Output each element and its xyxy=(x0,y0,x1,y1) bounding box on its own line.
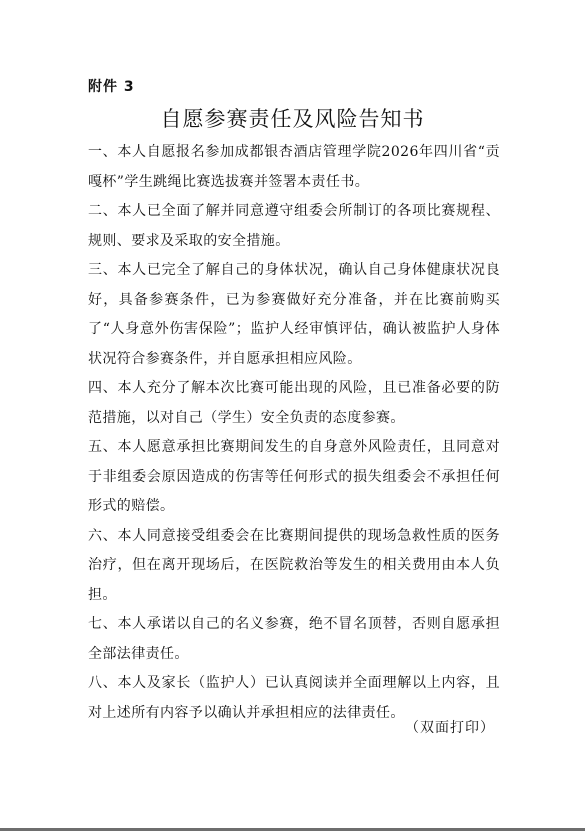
print-note: （双面打印） xyxy=(405,720,495,736)
paragraph-1: 一、本人自愿报名参加成都银杏酒店管理学院2026年四川省“贡嘎杯”学生跳绳比赛选拔赛并签署本责任书。 xyxy=(88,144,500,190)
paragraph-2: 二、本人已全面了解并同意遵守组委会所制订的各项比赛规程、规则、要求及采取的安全措施。 xyxy=(88,203,500,249)
paragraph-4: 四、本人充分了解本次比赛可能出现的风险，且已准备必要的防范措施，以对自己（学生）安全负责的态度参赛。 xyxy=(88,380,500,426)
document-title: 自愿参赛责任及风险告知书 xyxy=(160,107,425,131)
paragraph-3: 三、本人已完全了解自己的身体状况，确认自己身体健康状况良好，具备参赛条件，已为参赛做好充分准备，并在比赛前购买了“人身意外伤害保险”；监护人经审慎评估，确认被监护人身体状况符合参赛条件，并自愿承担相应风险。 xyxy=(88,262,500,367)
paragraph-7: 七、本人承诺以自己的名义参赛，绝不冒名顶替，否则自愿承担全部法律责任。 xyxy=(88,616,500,662)
document-body xyxy=(88,138,500,728)
paragraph-6: 六、本人同意接受组委会在比赛期间提供的现场急救性质的医务治疗，但在离开现场后，在医院救治等发生的相关费用由本人负担。 xyxy=(88,527,500,603)
attachment-label: 附件 3 xyxy=(88,79,135,95)
paragraph-8: 八、本人及家长（监护人）已认真阅读并全面理解以上内容，且对上述所有内容予以确认并承担相应的法律责任。 xyxy=(88,675,500,721)
paragraph-5: 五、本人愿意承担比赛期间发生的自身意外风险责任，且同意对于非组委会原因造成的伤害等任何形式的损失组委会不承担任何形式的赔偿。 xyxy=(88,439,500,514)
